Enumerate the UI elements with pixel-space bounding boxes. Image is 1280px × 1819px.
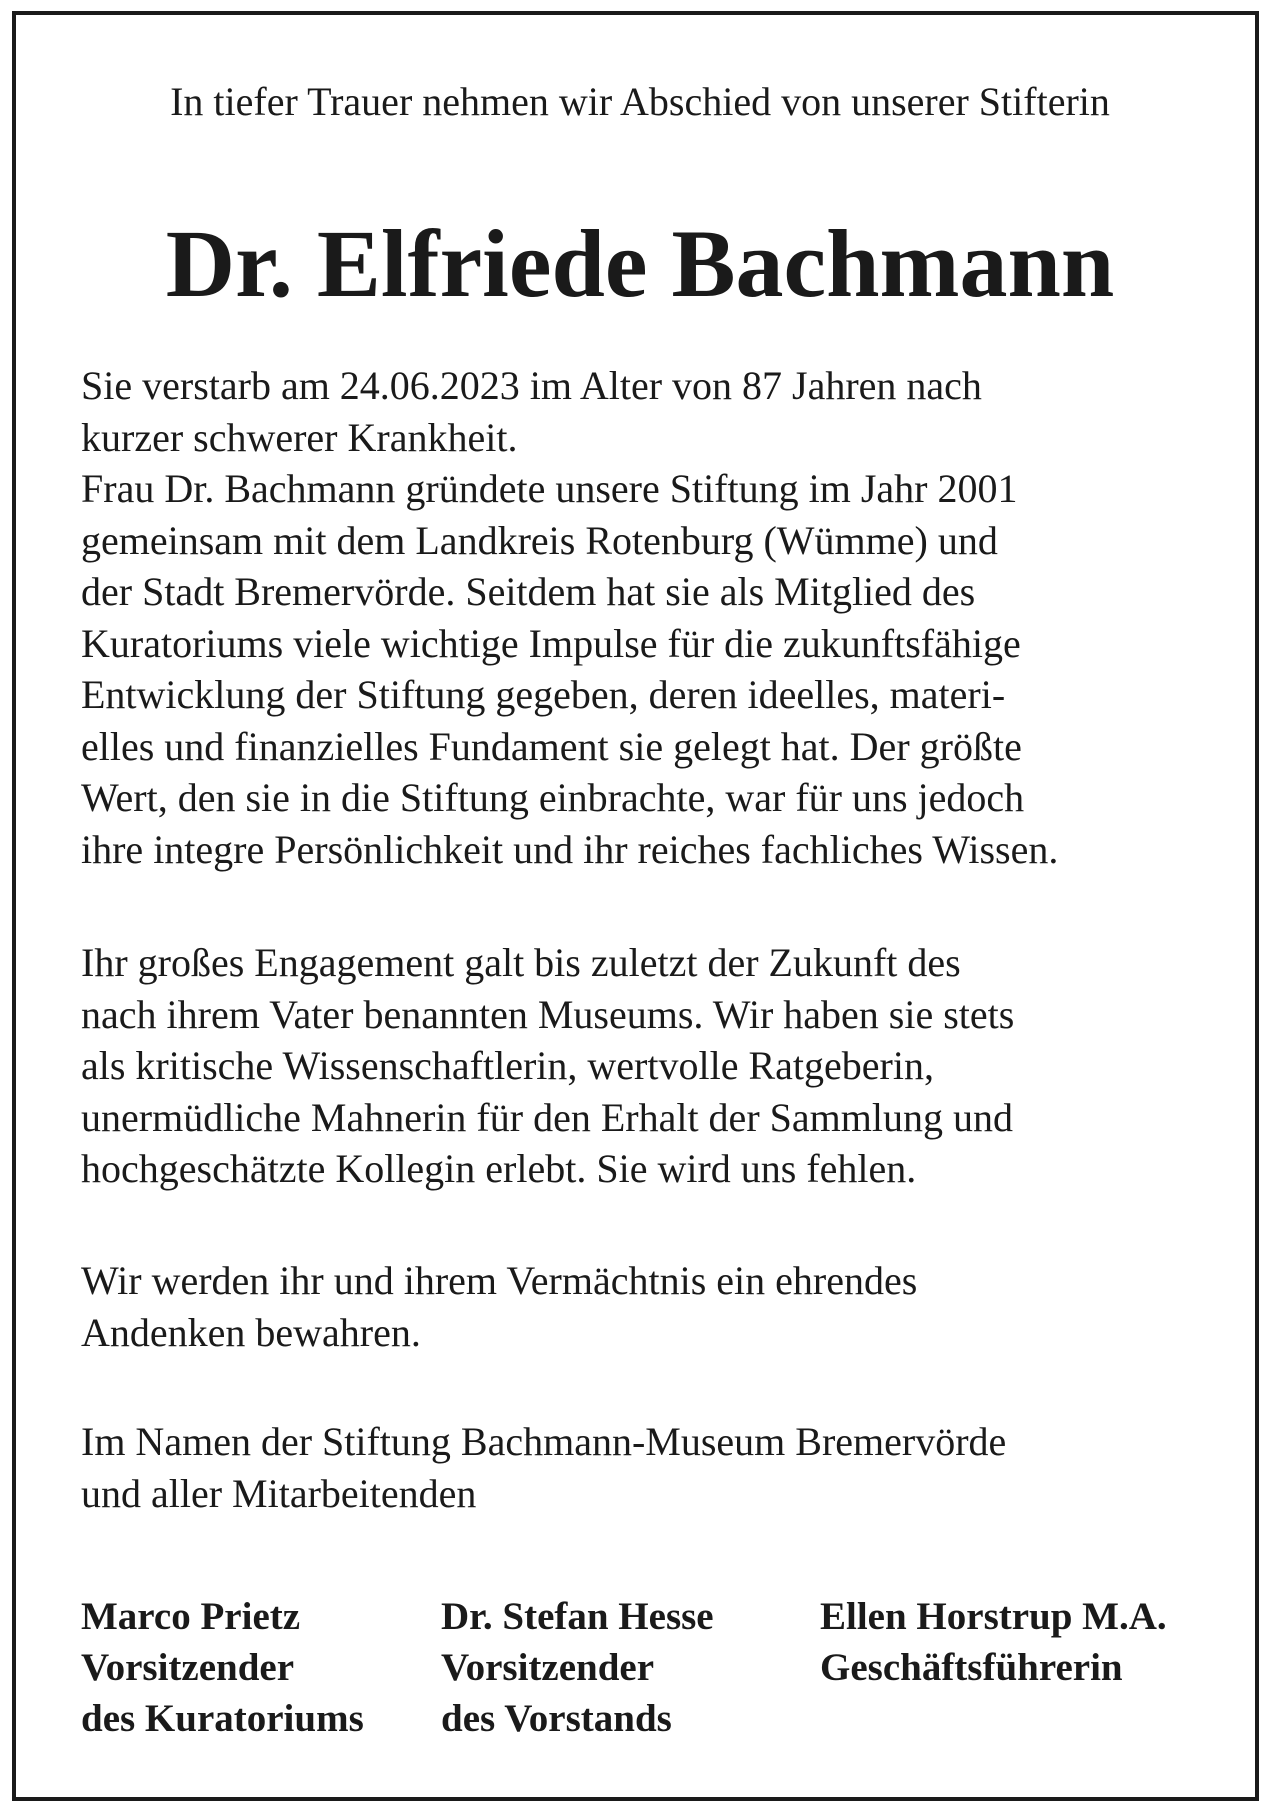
text-line: Ihr großes Engagement galt bis zuletzt der Zukunft des bbox=[81, 940, 961, 985]
intro-line: In tiefer Trauer nehmen wir Abschied von unserer Stifterin bbox=[170, 79, 1110, 124]
text-line: als kritische Wissenschaftlerin, wertvolle Ratgeberin, bbox=[81, 1043, 934, 1088]
text-line: und aller Mitarbeitenden bbox=[81, 1470, 477, 1516]
deceased-name: Dr. Elfriede Bachmann bbox=[165, 210, 1115, 317]
text-line: Im Namen der Stiftung Bachmann-Museum Bremervörde bbox=[81, 1419, 1007, 1464]
signatory-body: des Vorstands bbox=[441, 1697, 672, 1740]
text-line: hochgeschätzte Kollegin erlebt. Sie wird uns fehlen. bbox=[81, 1146, 917, 1191]
text-line: Sie verstarb am 24.06.2023 im Alter von 87 Jahren nach bbox=[81, 363, 982, 408]
signatory-name: Marco Prietz bbox=[81, 1595, 301, 1638]
paragraph-obituary bbox=[81, 360, 1221, 875]
text-line: nach ihrem Vater benannten Museums. Wir haben sie stets bbox=[81, 991, 1015, 1037]
text-line: ihre integre Persönlichkeit und ihr reiches fachliches Wissen. bbox=[81, 826, 1059, 872]
paragraph-engagement bbox=[81, 937, 1221, 1195]
signatory-role: Vorsitzender bbox=[81, 1646, 295, 1689]
signatory-hesse bbox=[441, 1591, 714, 1744]
text-line: der Stadt Bremervörde. Seitdem hat sie als Mitglied des bbox=[81, 569, 976, 614]
text-line: Andenken bewahren. bbox=[81, 1309, 421, 1355]
signatory-role: Vorsitzender bbox=[441, 1646, 655, 1689]
signatory-name: Dr. Stefan Hesse bbox=[441, 1595, 714, 1638]
text-line: Wir werden ihr und ihrem Vermächtnis ein ehrendes bbox=[81, 1258, 918, 1303]
text-line: Entwicklung der Stiftung gegeben, deren ideelles, materi- bbox=[81, 672, 1006, 717]
text-line: Kuratoriums viele wichtige Impulse für die zukunftsfähige bbox=[81, 620, 1021, 666]
signatory-role: Geschäftsführerin bbox=[820, 1646, 1123, 1689]
signatory-horstrup bbox=[820, 1591, 1167, 1693]
paragraph-legacy bbox=[81, 1255, 1221, 1358]
signatory-prietz bbox=[81, 1591, 364, 1744]
paragraph-on-behalf bbox=[81, 1416, 1221, 1519]
text-line: kurzer schwerer Krankheit. bbox=[81, 414, 518, 460]
text-line: gemeinsam mit dem Landkreis Rotenburg (Wümme) und bbox=[81, 517, 998, 563]
signatory-body: des Kuratoriums bbox=[81, 1697, 364, 1740]
text-line: elles und finanzielles Fundament sie gelegt hat. Der größte bbox=[81, 723, 1022, 769]
signatory-name: Ellen Horstrup M.A. bbox=[820, 1595, 1167, 1638]
text-line: Frau Dr. Bachmann gründete unsere Stiftung im Jahr 2001 bbox=[81, 466, 1018, 511]
text-line: unermüdliche Mahnerin für den Erhalt der Sammlung und bbox=[81, 1094, 1013, 1140]
text-line: Wert, den sie in die Stiftung einbrachte, war für uns jedoch bbox=[81, 775, 1025, 820]
